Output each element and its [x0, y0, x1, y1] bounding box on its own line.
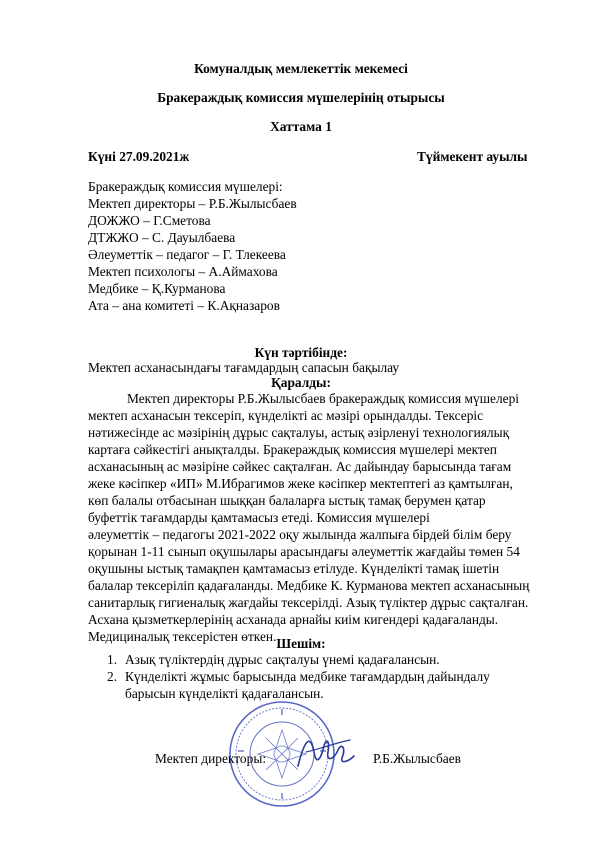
member-parent-committee: Ата – ана комитеті – К.Ақназаров — [88, 298, 280, 313]
considered-line: жеке кәсіпкер «ИП» М.Ибрагимов жеке кәсіпкер мектептегі аз қамтылған, — [88, 476, 513, 491]
member-psychologist: Мектеп психологы – А.Аймахова — [88, 264, 278, 279]
member-dozhzho: ДОЖЖО – Г.Сметова — [88, 213, 211, 228]
considered-line: қорынан 1-11 сынып оқушылары арасындағы әлеуметтік жағдайы төмен 54 — [88, 544, 520, 559]
considered-line: Мектеп директоры Р.Б.Жылысбаев бракераждық комиссия мүшелері — [127, 391, 520, 406]
decision-title: Шешім: — [276, 636, 326, 651]
handwritten-signature — [292, 722, 362, 782]
considered-line: Асхана қызметкерлерінің асханада арнайы киім кигендері қадағаланды. — [88, 612, 499, 627]
member-dtzhzho: ДТЖЖО – С. Дауылбаева — [88, 230, 236, 245]
considered-line: асханасының ас мәзіріне сәйкес сақталған. Ас дайындау барысында тағам — [88, 459, 512, 474]
protocol-title: Хаттама 1 — [270, 119, 332, 134]
considered-line: санитарлық гигиеналық жағдайы тексерілді. Азық түліктер дұрыс сақталған. — [88, 595, 529, 610]
decision-item-number: 2. — [107, 669, 118, 684]
members-heading: Бракераждық комиссия мүшелері: — [88, 179, 283, 194]
decision-item-number: 1. — [107, 652, 118, 667]
considered-line: картаға сәйкестігі анықталды. Бракераждық комиссия мүшелері мектеп — [88, 442, 497, 457]
considered-line: Медициналық тексерістен өткен. — [88, 629, 277, 644]
considered-line: буфеттік тағамдарды қамтамасыз етеді. Комиссия мүшелері — [88, 510, 430, 525]
decision-item-text: Күнделікті жұмыс барысында медбике тағамдардың дайындалу — [125, 669, 490, 684]
member-director: Мектеп директоры – Р.Б.Жылысбаев — [88, 196, 297, 211]
considered-line: балалар тексеріліп қадағаланды. Медбике К. Курманова мектеп асханасының — [88, 578, 530, 593]
considered-title: Қаралды: — [271, 375, 331, 390]
agenda-title: Күн тәртібінде: — [254, 345, 348, 360]
protocol-date: Күні 27.09.2021ж — [88, 149, 190, 164]
considered-line: оқушыны ыстық тамақпен қамтамасыз етілуде. Күнделікті тамақ ішетін — [88, 561, 500, 576]
signature-name: Р.Б.Жылысбаев — [373, 751, 461, 766]
considered-line: нәтижесінде ас мәзірінің дұрыс сақталуы, астық әзірленуі технологиялық — [88, 425, 510, 440]
member-nurse: Медбике – Қ.Курманова — [88, 281, 226, 296]
meeting-title: Бракераждық комиссия мүшелерінің отырысы — [157, 90, 445, 105]
considered-line: мектеп асханасын тексеріп, күнделікті ас мәзірі орындалды. Тексеріс — [88, 408, 484, 423]
considered-line: әлеуметтік – педагогы 2021-2022 оқу жылында жалпыға бірдей білім беру — [88, 527, 512, 542]
signature-role: Мектеп директоры: — [155, 751, 267, 766]
decision-item-text: Азық түліктердің дұрыс сақталуы үнемі қадағалансын. — [125, 652, 440, 667]
decision-item-text: барысын күнделікті қадағалансын. — [125, 686, 324, 701]
member-social-pedagog: Әлеуметтік – педагог – Г. Тлекеева — [88, 247, 286, 262]
protocol-place: Түймекент ауылы — [417, 149, 528, 164]
considered-line: көп балалы отбасынан шыққан балаларға ыстық тамақ берумен қатар — [88, 493, 486, 508]
institution-title: Комуналдық мемлекеттік мекемесі — [194, 61, 408, 76]
agenda-text: Мектеп асханасындағы тағамдардың сапасын бақылау — [88, 360, 400, 375]
